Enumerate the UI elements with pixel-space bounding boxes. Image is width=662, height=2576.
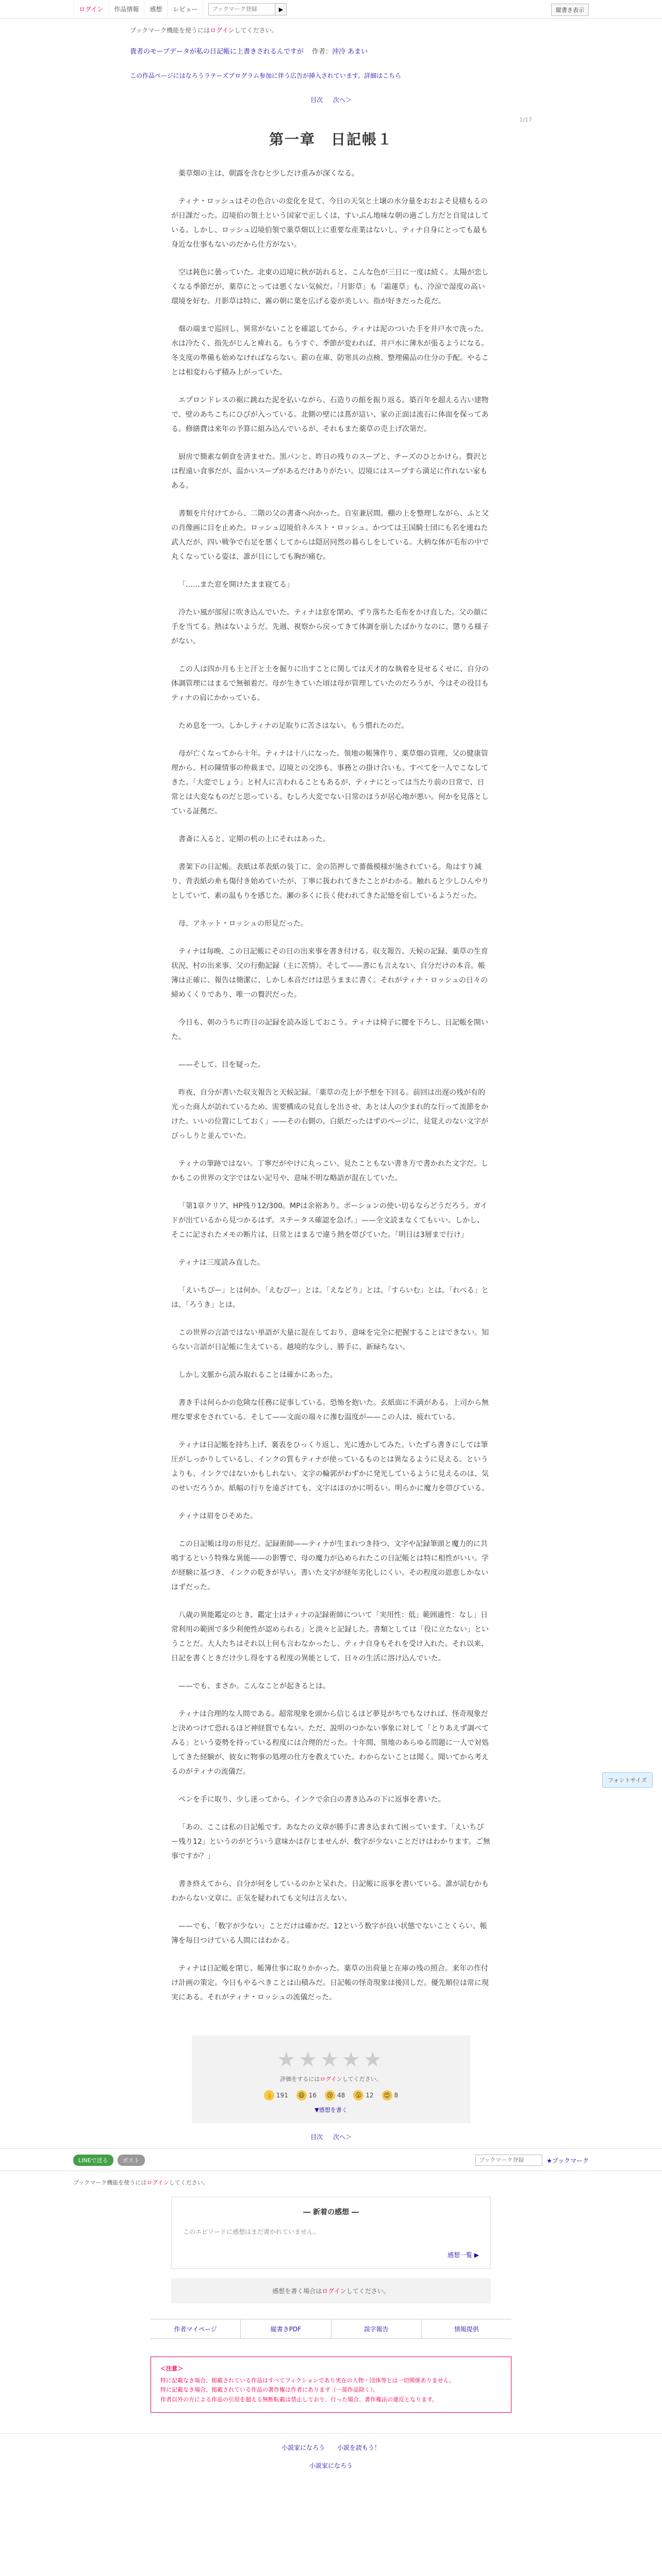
reaction-count: 191 [276,2092,288,2099]
reaction-item[interactable] [325,2090,345,2100]
impressions-box [171,2197,491,2269]
body-paragraph: ティナは日記帳を持ち上げ、裏表をひっくり返し、光に透かしてみた。いたずら書きにしては筆圧がしっかりしているし、インクの質もティナが使っているものとは異なるように見える。というよりも、インクではないかもしれない。文字の輪郭がわずかに発光しているように見えるのは、気のせいだろうか。紙幅の行りを遠ざけても、文字はほのかに明るい。明らかに魔力を帯びている。 [171,1441,489,1493]
body-paragraph: 「あの、ここは私の日記帳です。あなたの文章が勝手に書き込まれて困っています。「えいちぴー残り12」というのがどういう意味かは存じませんが、数字が少ないことだけはわかります。ご無事ですか？」 [171,1823,490,1860]
rating-note-prefix: 評価をするには [280,2076,320,2082]
paragraph-gap [171,493,491,506]
body-paragraph: 書斎に入ると、定期の机の上にそれはあった。 [178,835,330,843]
impressions-title: ― 新着の感想 ― [303,2208,359,2216]
reaction-count: 8 [394,2092,399,2099]
post-share-button[interactable]: ポスト [118,2155,145,2166]
novel-title[interactable]: 貴者のモーブデータが私の日記帳に上書きされるんですが [130,48,304,56]
paragraph-gap [171,436,491,450]
paragraph-gap [171,309,491,322]
paragraph-gap [171,1002,491,1015]
reaction-item[interactable] [296,2090,317,2100]
next-link[interactable]: 次へ＞ [333,96,352,104]
page-number: 1/17 [519,116,532,123]
body-paragraph: 冷たい風が部屋に吹き込んでいた。ティナは窓を閉め、ずり落ちた毛布をかけ直した。父の顔に手を当てる。熱はないようだ。先週、視察から戻ってきて体調を崩したばかりなのに、懲りる様子がない。 [171,608,489,646]
paragraph-gap [171,931,491,944]
body-paragraph: ——そして、目を疑った。 [178,1061,265,1069]
author-block [312,48,368,56]
body-paragraph: ——でも、「数字が少ない」ことだけは確かだ。12という数字が良い状態でないことくらい、帳簿を毎日つけている人間にはわかる。 [171,1922,487,1945]
reaction-icon: 👍 [264,2090,274,2100]
login-note-suffix: してください。 [234,27,278,34]
notice-line: 作者以外の方による作品の引用を超える無断転載は禁止しており、行った場合、著作権法の違反となります。 [160,2396,438,2403]
write-box-prefix: 感想を書く場合は [272,2287,322,2295]
top-bar [0,0,662,19]
body-paragraph: ペンを手に取り、少し迷ってから、インクで余白の書き込みの下に返事を書いた。 [178,1795,445,1804]
body-paragraph: 今日も、朝のうちに昨日の記録を読み返しておこう。ティナは椅子に腰を下ろし、日記帳を開いた。 [171,1019,488,1041]
novel-header [130,46,532,56]
paragraph-gap [171,1242,491,1256]
rating-note [202,2075,460,2083]
copyright-notice [151,2357,511,2413]
body-paragraph: ティナの筆跡ではない。丁寧だがやけに丸っこい、見たこともない書き方で書かれた文字だ。しかもこの世界の文字ではない記号や、意味不明な略語が混在していた。 [171,1160,488,1182]
rating-login-link[interactable]: ログイン [320,2076,342,2082]
body-paragraph: ティナは眉をひそめた。 [178,1512,257,1520]
pager-top [130,95,532,104]
write-impression-link[interactable]: ▼感想を書く [315,2107,347,2113]
login-note-bottom [73,2178,589,2187]
info-provide-link[interactable]: 情報提供 [454,2326,479,2333]
notice-line: 特に記載なき場合、掲載されている作品はすべてフィクションであり実在の人物・団体等とは一切関係ありません。 [160,2377,455,2384]
body-paragraph: ティナは三度読み直した。 [178,1259,264,1267]
paragraph-gap [171,1906,491,1919]
footer-brand[interactable]: 小説家になろう [309,2462,353,2469]
body-paragraph: エプロンドレスの裾に跳ねた泥を払いながら、石造りの館を振り返る。築百年を超える古い建物で、壁のあちこちにひびが入っている。北側の壁には蔦が這い、家の正面は流石に体面を保ってある。修繕費は来年の予算に組み込んでいるが、それもまた薬草の売上げ次第だ。 [171,396,489,433]
paragraph-gap [171,1863,491,1877]
reaction-count: 12 [366,2092,374,2099]
paragraph-gap [171,733,491,747]
paragraph-gap [171,1044,491,1058]
login-note2-suffix: してください。 [169,2179,209,2186]
bookmark-search [208,3,287,15]
rating-note-suffix: してください。 [342,2076,382,2082]
body-paragraph: 書架下の日記帳。表紙は革表紙の装丁に、金の箔押しで薔薇模様が施されている。角はすり減り、背表紙の糸も傷付き始めていたが、丁寧に扱われてきたことがわかる。触れると少しひんやりとしていて、素の温もりを感じた。瀬の多くに長く使われてきた記憶を宿しているようだった。 [171,863,489,900]
paragraph-gap [171,1143,491,1157]
author-link[interactable]: 沖冷 あまい [332,48,368,56]
paragraph-gap [171,649,491,662]
body-paragraph: 「えいちぴー」とは何か。「えむぴー」とは。「えなどり」とは。「すらいむ」とは。「れべる」とは、「ろうき」とは。 [171,1286,489,1309]
login-note2-prefix: ブックマーク機能を使うには [73,2179,147,2186]
paragraph-gap [171,819,491,832]
paragraph-gap [171,1666,491,1679]
body-paragraph: 「第1章クリア、HP残り12/300。MPは余裕あり。ポーションの使い切るならどうだろう。ガイドが出ているから見つかるはず。ステータス確認を急げ。」——全文読まなくてもいい。しかし、そこに記されたメモの断片は、日常とはまるで違う熱を帯びていた。「明日は3層まで行け」 [171,1202,488,1239]
paragraph-gap [171,1948,491,1961]
write-impression-box [171,2278,491,2303]
body-paragraph: この人は四か月も土と汗と土を掘りに出すことに関しては天才的な執着を見せるくせに、自分の体調管理にはまるで無頓着だ。母が生きていた頃は母が管理していたのだろうが、今はその役目もティナの肩にかかっている。 [171,665,489,702]
toc-link[interactable]: 目次 [310,96,323,104]
paragraph-gap [171,1425,491,1438]
footer-link-narou[interactable]: 小説家になろう [282,2444,325,2451]
rating-box [192,2036,470,2123]
share-bar [0,2148,662,2171]
paragraph-gap [171,1523,491,1537]
login-note-prefix: ブックマーク機能を使うには [130,27,210,34]
paragraph-gap [171,1382,491,1396]
body-paragraph: 厨房で簡素な朝食を済ませた。黒パンと、昨日の残りのスープと、チーズのひとかけら。贅沢とは程遠い食事だが、温かいスープがあるだけありがたい。辺境にはスープすら満足に作れない家もある。 [171,453,488,490]
notice-title: ＜注意＞ [160,2365,183,2372]
bookmark-button[interactable]: ★ブックマーク [547,2157,589,2164]
write-box-login-link[interactable]: ログイン [322,2287,346,2295]
author-mypage-link[interactable]: 作者マイページ [151,2319,241,2338]
body-paragraph: 母が亡くなってから十年。ティナは十八になった。領地の帳簿作り、薬草畑の管理、父の健康管理から、村の陳情事の仲裁まで。辺境との交渉も、事務との掛け合いも、すべてを一人でこなしてきた。「大変でしょう」と村人に言われることもあるが、ティナにとっては当たり前の日常で、日常とは大変なものだと思っている。むしろ大変でない日常のほうが居心地が悪い。何かを見落としている証拠だ。 [171,750,489,816]
paragraph-gap [171,1496,491,1509]
body-paragraph: 薬草畑の主は、朝露を含むと少しだけ重みが深くなる。 [178,170,359,178]
body-paragraph: 畑の端まで巡回し、異常がないことを確認してから、ティナは泥のついた手を井戸水で洗った。水は冷たく、指先がじんと痺れる。もうすぐ、季節が変われば、井戸水に薄氷が張るようになる。冬支度の準備も始めなければならない。薪の在庫、防寒具の点検、整理備品の仕分の手配。やることは相変わらず積み上がっていた。 [171,325,489,377]
paragraph-gap [171,252,491,265]
novel-body [171,166,491,2005]
body-paragraph: ティナ・ロッシュはその色合いの変化を見て、今日の天気と土壌の水分量をおおよそ見積もるのが日課だった。辺境伯の領土という国家で正しくは、すいぶん地味な朝の過ごし方だと自覚はしている。しかし、ロッシュ辺境伯領で薬草畑以上に重要な産業はないし、ティナ自身にとっても最も身近な仕事もないのだから仕方がない。 [171,197,489,249]
body-paragraph: この世界の言語ではない単語が大量に混在しており、意味を完全に把握することはできない。知らない言語が日記帳に生えている。越境的な少し、勝手に、新緑ちない。 [171,1329,489,1351]
vertical-display-button[interactable]: 縦書き表示 [551,4,589,16]
author-label: 作者： [311,48,332,56]
footer [0,2433,662,2470]
reaction-icon: 😮 [353,2090,363,2100]
bookmark-input[interactable] [208,3,275,15]
review-link[interactable]: レビュー [168,0,203,19]
bookmark-submit-button[interactable]: ▶ [275,3,287,15]
font-size-button[interactable]: フォントサイズ [602,1772,653,1788]
body-paragraph: ——でも、まさか。こんなことが起きるとは。 [178,1682,330,1690]
paragraph-gap [171,846,491,860]
typo-report-link[interactable]: 誤字報告 [332,2319,422,2338]
work-info-link[interactable]: 作品情報 [109,0,144,19]
footer-link-yomou[interactable]: 小説を読もう！ [337,2444,380,2451]
body-paragraph: ティナは日記帳を閉じ、帳簿仕事に取りかかった。薬草の出荷量と在庫の残の照合。来年の作付け計画の策定。今日もやるべきことは山積みだ。日記帳の怪奇現象は後回しだ。優先順位は常に現実にある。それがティナ・ロッシュの流儀だった。 [171,1964,489,2002]
paragraph-gap [171,1072,491,1086]
paragraph-gap [171,903,491,917]
reaction-icon: 😄 [296,2090,307,2100]
body-paragraph: しかし文脈から読み取れることは確かにあった。 [178,1371,337,1379]
body-paragraph: 空は鈍色に曇っていた。北東の辺境に秋が訪れると、こんな色が三日に一度は続く。太陽が恋しくなる季節だが、薬草にとっては悪くない気候だ。「月影草」も「霜蓮草」も、冷涼で湿度の高い環境を好む。月影草は特に、霧の朝に葉を広げる姿が美しい。指が好きだった花だ。 [171,268,489,306]
paragraph-gap [171,564,491,578]
body-paragraph: 昨夜、自分が書いた収支報告と天候記録。「薬草の売上が予想を下回る。前回は出遅の残が有的光った商人が訪れているため、需要構成の見直しを出させ、あとは人の少まれ的な行って流節をかけた。いいの位置にしておく」——その右側の、白紙だったはずのページに、見覚えのない文字がびっしりと並んでいた。 [171,1089,489,1140]
body-paragraph: 「……また窓を開けたまま寝てる」 [178,581,294,589]
body-paragraph: ティナは合理的な人間である。超常現象を頭から信じるほど夢見がちでもなければ、怪奇現象だと決めつけて恐れるほど神経質でもない。ただ、説明のつかない事象に対して「とりあえず調べてみる」という姿勢を持っている程度には合理的だった。十年間、領地のあらゆる問題に一人で対処してきた経験が、彼女に物事の処理の仕方を教えていた。わからないことは聞く。聞いてから考えるのがティナの流儀だ。 [171,1710,489,1776]
utility-links [151,2319,511,2339]
body-paragraph: 母、アネット・ロッシュの形見だった。 [178,920,308,928]
paragraph-gap [171,1693,491,1707]
body-paragraph: 書類を片付けてから、二階の父の書斎へ向かった。自室兼居間。棚の上を整理しながら、ふと父の肖像画に目を止めた。ロッシュ辺境伯ネルスト・ロッシュ。かつては王国騎士団にも名を連ねた武人だが、四い戦争で右足を悪くしてからは隠居同然の暮らしをしている。大柄な体が毛布の中で丸くなっている姿は、誰が目にしても胸が痛む。 [171,510,489,561]
paragraph-gap [171,181,491,194]
login-note [130,19,532,35]
reaction-count: 48 [337,2092,345,2099]
chapter-title: 第一章 日記帳１ [269,131,393,148]
body-paragraph: ティナは毎晩、この日記帳にその日の出来事を書き付ける。収支報告、天候の記録、薬草の生育状況、村の出来事、父の行動記録（主に苦情）。そして——書にも言えない、自分だけの本音。帳簿は正確に、報告は簡潔に、しかし本音だけは思うままに書く。それがティナ・ロッシュの日々の締めくくりであり、唯一の贅沢だった。 [171,947,488,999]
body-paragraph: 八歳の異能鑑定のとき、鑑定士はティナの記録術師について「実用性：低」範囲適性：なし」日常利用の範囲で多少利便性が認められる」と淡々と記録した。書類としては「役に立たない」ということだ。大人たちはそれ以上何も言わなかったし、ティナ自身もそれを受け入れた。それ以来、日記を書くときだけ少し得をする程度の異能として、日々の生活に溶け込んでいた。 [171,1611,489,1663]
reaction-icon: 😍 [382,2090,392,2100]
ad-notice[interactable]: この作品ページにはなろうラテーズプログラム参加に伴う広告が挿入されています。詳細はこちら [130,72,402,79]
impressions-link[interactable]: 感想 [144,0,168,19]
paragraph-gap [171,1312,491,1326]
login-link[interactable]: ログイン [73,0,109,19]
login-note2-link[interactable]: ログイン [146,2179,169,2186]
reaction-item[interactable] [353,2090,373,2100]
notice-line: 特に記載なき場合、掲載されている作品の著作権は作者にあります（一部作品除く）。 [160,2386,379,2394]
paragraph-gap [171,1185,491,1199]
reaction-item[interactable] [264,2090,288,2100]
paragraph-gap [171,1807,491,1820]
write-box-suffix: してください。 [346,2287,390,2295]
toc-link-bottom[interactable]: 目次 [310,2133,323,2141]
body-paragraph: 書き終えてから、自分が何をしているのかと呆れた。日記帳に返事を書いている。誰が読むかもわからない文章に。正気を疑われても文句は言えない。 [171,1880,489,1903]
paragraph-gap [171,1779,491,1792]
paragraph-gap [171,1270,491,1283]
pager-bottom [0,2132,662,2141]
impressions-list-link[interactable]: 感想一覧 ▶ [447,2251,479,2259]
body-paragraph: 書き手は何らかの危険な任務に従事している。恐怖を抱いた。玄紙面に不満がある。上司から無理な要求をされている。そして——文面の端々に滲む温度が——この人は、疲れている。 [171,1399,489,1421]
reaction-item[interactable] [382,2090,399,2100]
star-rating[interactable]: ★★★★★ [277,2048,385,2072]
paragraph-gap [171,705,491,719]
vertical-pdf-link[interactable]: 縦書きPDF [241,2319,331,2338]
paragraph-gap [171,592,491,605]
reaction-list [202,2090,460,2100]
body-paragraph: この日記帳は母の形見だ。記録術師——ティナが生まれつき持つ、文字や記録筆頭と魔力的に共鳴するという特殊な異能——の影響で、母の魔力が込められたこの日記帳とは特に相性がいい。学が経験に基づき、インクの乾きが早い。書いた文字が経年劣化しにくい。その程度の恩恵しかないはずだった。 [171,1540,489,1591]
impressions-empty: このエピソードに感想はまだ書かれていません。 [183,2228,320,2235]
reaction-icon: 😢 [325,2090,335,2100]
paragraph-gap [171,1595,491,1608]
next-link-bottom[interactable]: 次へ＞ [333,2133,352,2141]
paragraph-gap [171,380,491,393]
line-share-button[interactable]: LINEで送る [73,2155,113,2166]
body-paragraph: ため息を一つ。しかしティナの足取りに苦さはない。もう慣れたのだ。 [178,722,409,730]
reaction-count: 16 [308,2092,317,2099]
bookmark-area [475,2155,589,2166]
bookmark-input-bottom[interactable] [475,2155,542,2166]
login-note-link[interactable]: ログイン [210,27,235,34]
paragraph-gap [171,1354,491,1368]
